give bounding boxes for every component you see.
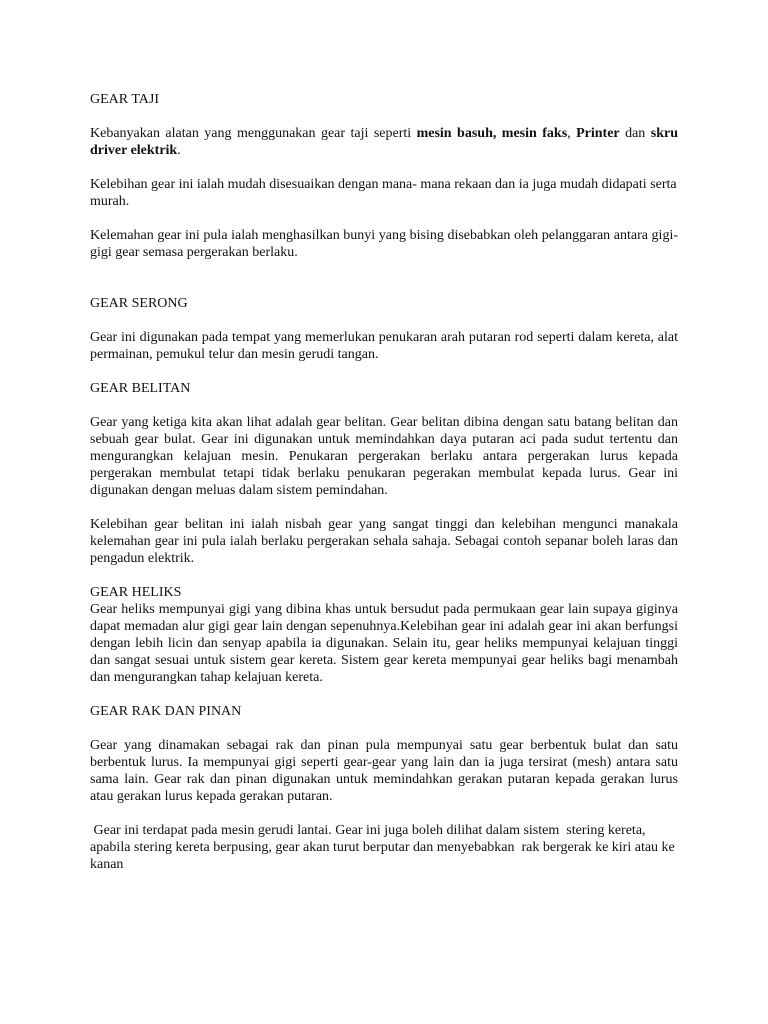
heading-gear-serong: GEAR SERONG bbox=[90, 296, 188, 311]
paragraph-gear-belitan-description: Gear yang ketiga kita akan lihat adalah gear belitan. Gear belitan dibina dengan satu batang belitan dan sebuah gear bulat. Gear ini digunakan untuk memindahkan daya putaran aci pada sudut tertentu dan mengurangkan kelajuan mesin. Penukaran pergerakan berlaku antara pergerakan lurus kepada pergerakan membulat tetapi tidak berlaku penukaran pegerakan membulat kepada lurus. Gear ini digunakan dengan meluas dalam sistem pemindahan. bbox=[90, 415, 678, 498]
bold-text: Printer bbox=[576, 126, 620, 141]
paragraph-gear-rak-dan-pinan-usage: Gear ini terdapat pada mesin gerudi lantai. Gear ini juga boleh dilihat dalam sistem stering kereta, apabila stering kereta berpusing, gear akan turut berputar dan menyebabkan rak bergerak ke kiri atau ke kanan bbox=[90, 823, 679, 872]
heading-gear-rak-dan-pinan: GEAR RAK DAN PINAN bbox=[90, 704, 242, 719]
paragraph-gear-serong: Gear ini digunakan pada tempat yang memerlukan penukaran arah putaran rod seperti dalam kereta, alat permainan, pemukul telur dan mesin gerudi tangan. bbox=[90, 330, 678, 362]
paragraph-gear-rak-dan-pinan-description: Gear yang dinamakan sebagai rak dan pinan pula mempunyai satu gear berbentuk bulat dan satu berbentuk lurus. Ia mempunyai gigi seperti gear-gear yang lain dan ia juga tersirat (mesh) antara satu sama lain. Gear rak dan pinan digunakan untuk memindahkan gerakan putaran kepada gerakan lurus atau gerakan lurus kepada gerakan putaran. bbox=[90, 738, 678, 804]
heading-gear-heliks: GEAR HELIKS bbox=[90, 585, 182, 600]
paragraph-gear-heliks: Gear heliks mempunyai gigi yang dibina khas untuk bersudut pada permukaan gear lain supaya giginya dapat memadan alur gigi gear lain dengan sepenuhnya.Kelebihan gear ini adalah gear ini akan berfungsi dengan lebih licin dan senyap apabila ia digunakan. Selain itu, gear heliks mempunyai kelajuan tinggi dan sangat sesuai untuk sistem gear kereta. Sistem gear kereta mempunyai gear heliks bagi menambah dan mengurangkan tahap kelajuan kereta. bbox=[90, 602, 678, 685]
paragraph-gear-taji-advantage: Kelebihan gear ini ialah mudah disesuaikan dengan mana- mana rekaan dan ia juga mudah didapati serta murah. bbox=[90, 177, 677, 209]
bold-text: mesin basuh, mesin faks bbox=[416, 126, 568, 141]
paragraph-gear-taji-usage bbox=[90, 125, 678, 159]
paragraph-gear-taji-disadvantage: Kelemahan gear ini pula ialah menghasilkan bunyi yang bising disebabkan oleh pelanggaran antara gigi-gigi gear semasa pergerakan berlaku. bbox=[90, 228, 678, 260]
text: dan bbox=[619, 126, 651, 141]
bold-text: skru driver elektrik bbox=[90, 126, 678, 158]
text: . bbox=[177, 143, 181, 158]
text: Kebanyakan alatan yang menggunakan gear taji seperti bbox=[90, 126, 417, 141]
paragraph-gear-belitan-advantage: Kelebihan gear belitan ini ialah nisbah gear yang sangat tinggi dan kelebihan mengunci manakala kelemahan gear ini pula ialah berlaku pergerakan sehala sahaja. Sebagai contoh sepanar boleh laras dan pengadun elektrik. bbox=[90, 517, 678, 566]
document-page bbox=[90, 91, 678, 873]
heading-gear-taji: GEAR TAJI bbox=[90, 92, 160, 107]
heading-gear-belitan: GEAR BELITAN bbox=[90, 381, 191, 396]
text: , bbox=[567, 126, 577, 141]
